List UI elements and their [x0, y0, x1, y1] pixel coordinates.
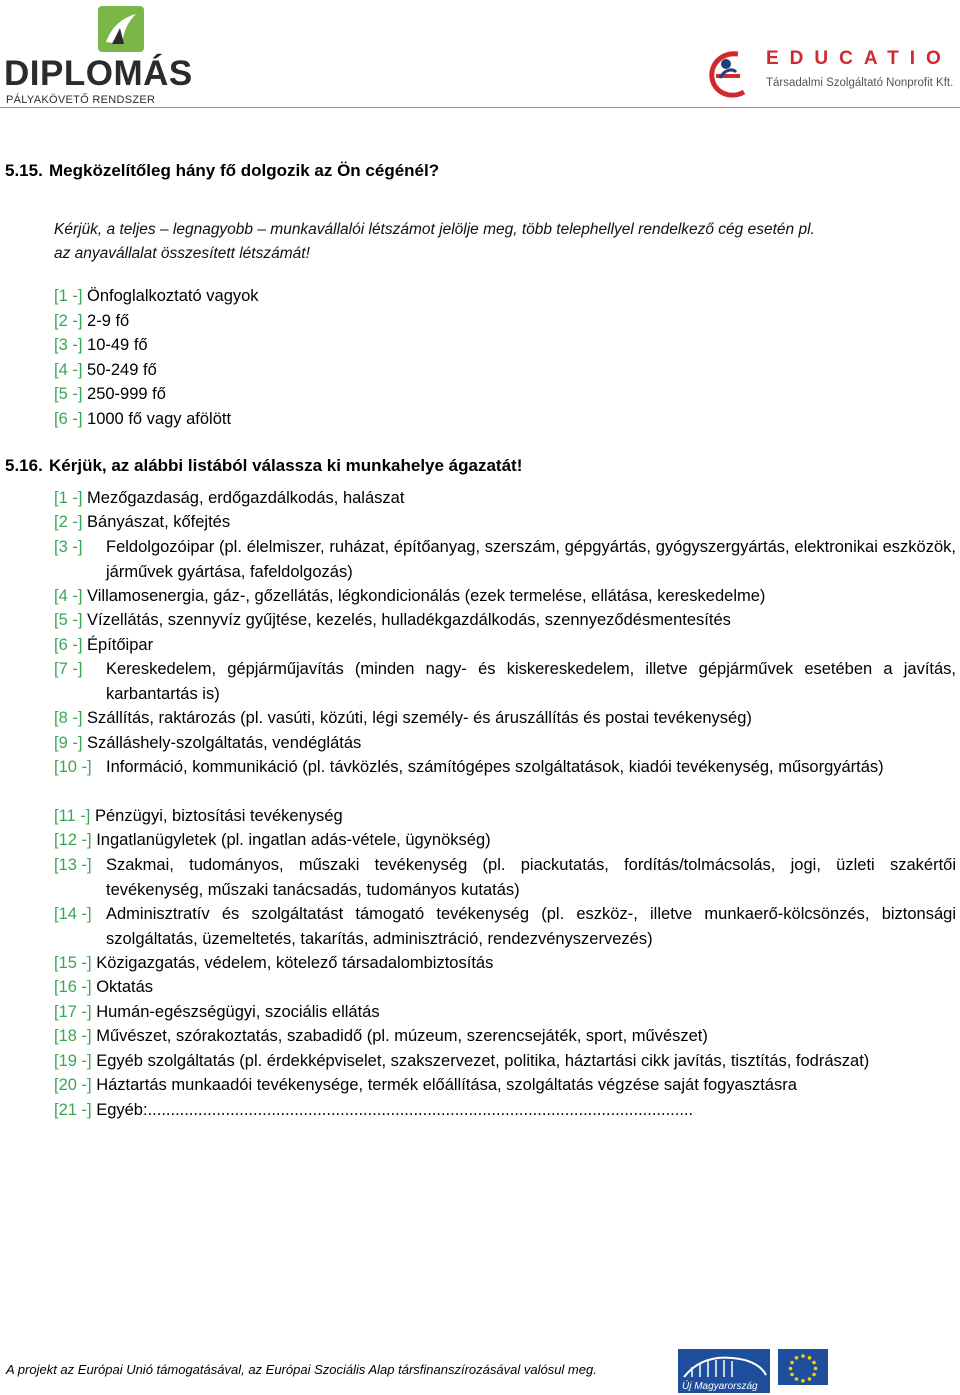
question-5-15-title [5, 160, 439, 182]
option-label: Oktatás [96, 978, 154, 996]
option-label: Információ, kommunikáció (pl. távközlés, számítógépes szolgáltatások, kiadói tevékenység, műsorgyártás) [106, 758, 884, 776]
answer-option[interactable] [54, 975, 956, 1000]
option-code: [6 -] [54, 410, 83, 428]
question-5-16-title [5, 455, 522, 477]
answer-option[interactable] [54, 535, 956, 584]
option-code: [2 -] [54, 513, 83, 531]
option-code: [15 -] [54, 954, 92, 972]
educatio-logo-name: EDUCATIO [766, 48, 952, 69]
answer-option[interactable] [54, 853, 956, 902]
option-code: [5 -] [54, 385, 83, 403]
option-code: [3 -] [54, 538, 83, 556]
answer-option[interactable] [54, 608, 956, 633]
option-code: [8 -] [54, 709, 83, 727]
answer-option[interactable] [54, 951, 956, 976]
answer-option[interactable] [54, 358, 956, 383]
option-label: Vízellátás, szennyvíz gyűjtése, kezelés, hulladékgazdálkodás, szennyeződésmentesítés [87, 611, 731, 629]
answer-option[interactable] [54, 633, 956, 658]
answer-option[interactable] [54, 584, 956, 609]
answer-option[interactable] [54, 333, 956, 358]
option-label: Humán-egészségügyi, szociális ellátás [96, 1003, 380, 1021]
option-code: [18 -] [54, 1027, 92, 1045]
option-code: [11 -] [54, 807, 91, 825]
answer-option[interactable] [54, 1049, 956, 1074]
option-code: [16 -] [54, 978, 92, 996]
option-label: 1000 fő vagy afölött [87, 410, 232, 428]
answer-option[interactable] [54, 510, 956, 535]
option-label: Háztartás munkaadói tevékenysége, termék előállítása, szolgáltatás végzése saját fogyasztásra [96, 1076, 797, 1094]
option-code: [19 -] [54, 1052, 92, 1070]
option-code: [20 -] [54, 1076, 92, 1094]
option-code: [4 -] [54, 361, 83, 379]
educatio-logo-subtitle: Társadalmi Szolgáltató Nonprofit Kft. [766, 77, 954, 89]
answer-option[interactable] [54, 828, 956, 853]
option-label: Egyéb:....................................................................................................................... [96, 1101, 694, 1119]
question-text: Megközelítőleg hány fő dolgozik az Ön cégénél? [49, 161, 440, 180]
option-label: 2-9 fő [87, 312, 130, 330]
uj-magyarorszag-logo-icon [678, 1349, 770, 1393]
question-text: Kérjük, az alábbi listából válassza ki munkahelye ágazatát! [49, 456, 523, 475]
answer-option[interactable] [54, 902, 956, 951]
option-label: Építőipar [87, 636, 154, 654]
option-code: [14 -] [54, 905, 92, 923]
option-code: [7 -] [54, 660, 83, 678]
option-label: Ingatlanügyletek (pl. ingatlan adás-vétele, ügynökség) [96, 831, 491, 849]
option-label: Pénzügyi, biztosítási tevékenység [94, 807, 343, 825]
option-label: Bányászat, kőfejtés [87, 513, 231, 531]
option-label: Kereskedelem, gépjárműjavítás (minden nagy- és kiskereskedelem, illetve gépjárművek esetében a javítás, karbantartás is) [106, 660, 956, 703]
uj-magyarorszag-logo-text: Új Magyarország [682, 1381, 758, 1392]
option-label: 50-249 fő [87, 361, 157, 379]
option-code: [9 -] [54, 734, 83, 752]
option-label: 250-999 fő [87, 385, 166, 403]
header-divider [0, 107, 960, 108]
diplomas-logo-subtitle: PÁLYAKÖVETŐ RENDSZER [6, 94, 156, 106]
answer-option[interactable] [54, 1024, 956, 1049]
question-5-15-hint-line2: az anyavállalat összesített létszámát! [54, 245, 310, 262]
option-code: [6 -] [54, 636, 83, 654]
option-code: [2 -] [54, 312, 83, 330]
option-label: Művészet, szórakoztatás, szabadidő (pl. múzeum, szerencsejáték, sport, művészet) [96, 1027, 708, 1045]
answer-option[interactable] [54, 1000, 956, 1025]
option-label: Villamosenergia, gáz-, gőzellátás, légkondicionálás (ezek termelése, ellátása, kereskedelme) [87, 587, 766, 605]
answer-option[interactable] [54, 486, 956, 511]
question-5-15-hint-line1: Kérjük, a teljes – legnagyobb – munkavállalói létszámot jelölje meg, több telephellyel rendelkező cég esetén pl. [54, 221, 815, 238]
question-number: 5.16. [5, 456, 43, 475]
option-label: Önfoglalkoztató vagyok [87, 287, 259, 305]
option-code: [3 -] [54, 336, 83, 354]
option-code: [1 -] [54, 489, 83, 507]
footer-logos [678, 1349, 828, 1393]
diplomas-logo-mark-icon [98, 6, 144, 52]
answer-option[interactable] [54, 755, 956, 780]
option-code: [12 -] [54, 831, 92, 849]
option-code: [21 -] [54, 1101, 92, 1119]
option-code: [1 -] [54, 287, 83, 305]
option-label: Szakmai, tudományos, műszaki tevékenység (pl. piackutatás, fordítás/tolmácsolás, jogi, üzleti szakértői tevékenység, műszaki tanácsadás, tudományos kutatás) [106, 856, 956, 899]
option-code: [13 -] [54, 856, 92, 874]
diplomas-logo [4, 4, 193, 106]
option-label: Feldolgozóipar (pl. élelmiszer, ruházat, építőanyag, szerszám, gépgyártás, gyógyszergyártás, elektronikai eszközök, járművek gyártása, fafeldolgozás) [106, 538, 956, 581]
answer-option[interactable] [54, 1073, 956, 1098]
option-label: Adminisztratív és szolgáltatást támogató tevékenység (pl. eszköz-, illetve munkaerő-kölcsönzés, biztonsági szolgáltatás, üzemeltetés, takarítás, adminisztráció, rendezvényszervezés) [106, 905, 956, 948]
answer-option[interactable] [54, 309, 956, 334]
answer-option[interactable] [54, 731, 956, 756]
option-label: Közigazgatás, védelem, kötelező társadalombiztosítás [96, 954, 494, 972]
answer-option[interactable] [54, 657, 956, 706]
educatio-logo [700, 44, 958, 104]
option-code: [5 -] [54, 611, 83, 629]
option-label: Egyéb szolgáltatás (pl. érdekképviselet, szakszervezet, politika, háztartási cikk javítás, tisztítás, fodrászat) [96, 1052, 870, 1070]
educatio-logo-mark-icon [700, 44, 756, 104]
footer-note: A projekt az Európai Unió támogatásával, az Európai Szociális Alap társfinanszírozásával valósul meg. [6, 1362, 597, 1377]
answer-option[interactable] [54, 407, 956, 432]
option-label: Szálláshely-szolgáltatás, vendéglátás [87, 734, 362, 752]
answer-option[interactable] [54, 382, 956, 407]
page-header [0, 0, 960, 108]
option-code: [10 -] [54, 758, 92, 776]
option-label: 10-49 fő [87, 336, 148, 354]
option-code: [4 -] [54, 587, 83, 605]
answer-option[interactable] [54, 1098, 956, 1123]
answer-option[interactable] [54, 284, 956, 309]
option-code: [17 -] [54, 1003, 92, 1021]
question-number: 5.15. [5, 161, 43, 180]
option-label: Mezőgazdaság, erdőgazdálkodás, halászat [87, 489, 405, 507]
answer-option[interactable] [54, 804, 956, 829]
eu-flag-icon [778, 1349, 828, 1385]
diplomas-logo-name: DIPLOMÁS [4, 54, 193, 93]
answer-option[interactable] [54, 706, 956, 731]
option-label: Szállítás, raktározás (pl. vasúti, közúti, légi személy- és áruszállítás és postai tevékenység) [87, 709, 752, 727]
